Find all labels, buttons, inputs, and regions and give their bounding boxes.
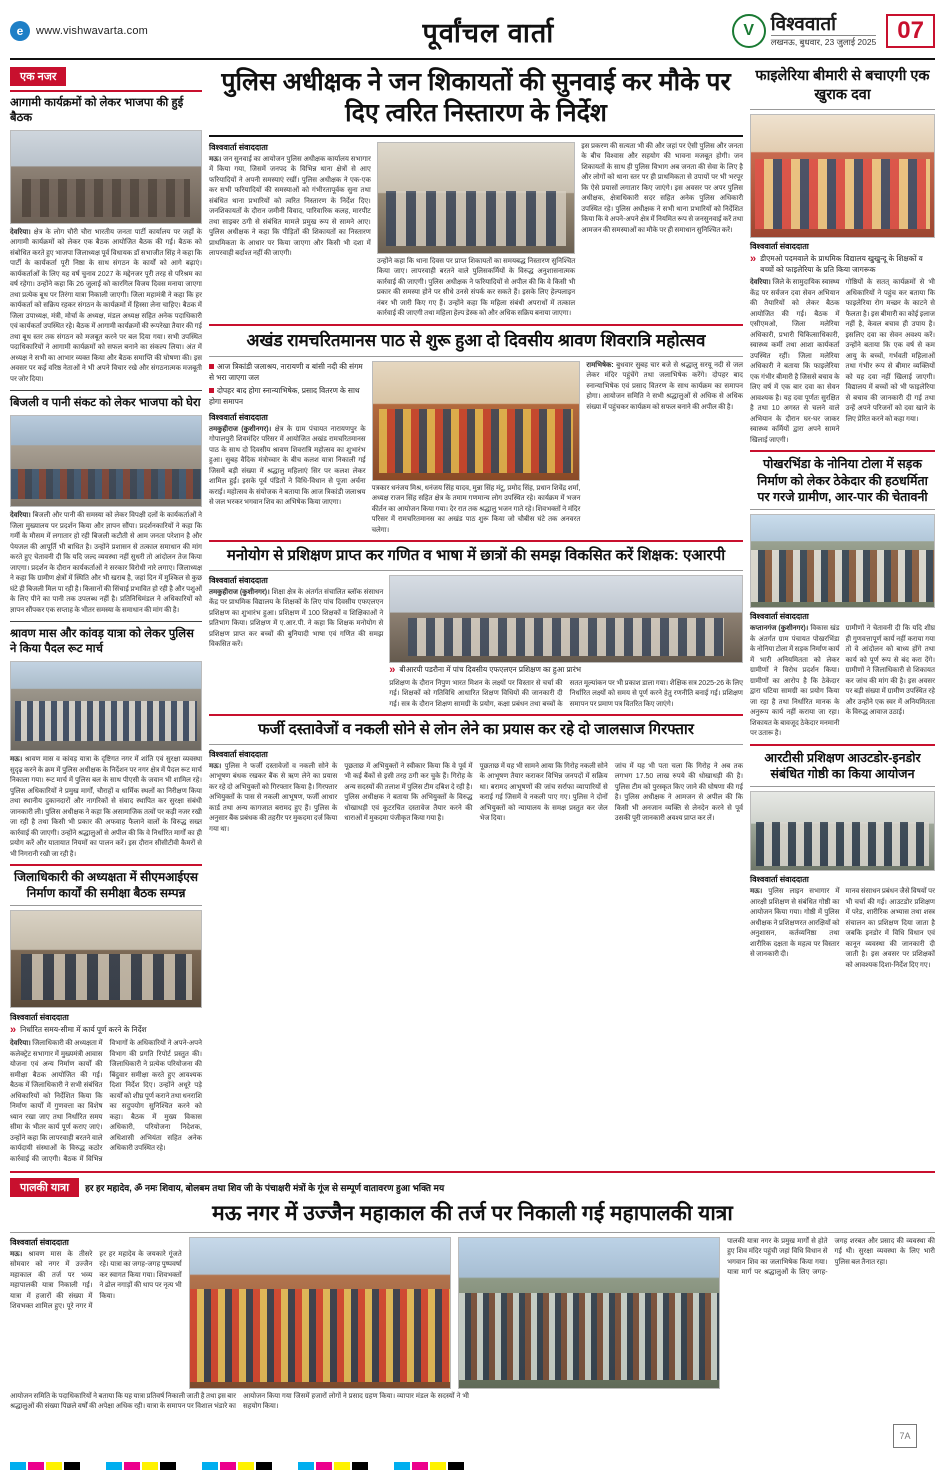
body-text: जिले के सामुदायिक स्वास्थ्य केंद्र पर सर्वजन दवा सेवन अभियान की तैयारियों को लेकर बैठक आयोजित की गई। बैठक में एसीएमओ, जिला मलेरिया अधिकारी, प्रभारी चिकित्साधिकारी, स्वास्थ्य कर्मी तथा आशा कार्यकर्ता उपस्थित रहीं। जिला मलेरिया अधिकारी ने बताया कि फाइलेरिया एक गंभीर बीमारी है जिससे बचाव के लिए वर्ष में एक बार दवा का सेवन आवश्यक है। यह दवा पूर्णतः सुरक्षित है तथा 10 अगस्त से चलने वाले अभियान के दौरान घर-घर जाकर स्वास्थ्य कर्मियों द्वारा अपने सामने खिलाई जाएगी। — [750, 279, 840, 444]
photo-sp-hearing — [377, 142, 575, 254]
byline: विश्ववार्ता संवाददाता — [750, 241, 809, 251]
manas-text-1 — [209, 425, 366, 509]
divider — [209, 570, 743, 571]
cmyk-magenta — [28, 1462, 44, 1470]
body-text: पुलिस लाइन सभागार में आरक्षी प्रशिक्षण से संबंधित गोष्ठी का आयोजन किया गया। गोष्ठी में पुलिस अधीक्षक ने प्रशिक्षणरत आरक्षियों को अनुशासन, कर्तव्यनिष्ठा तथा शारीरिक दक्षता के महत्व पर विस्तार से जानकारी दी। — [750, 888, 840, 959]
bullet-text: आज त्रिकांडी जलाश्रय, नारायणी व बांसी नदी की संगम से भरा जाएगा जल — [209, 361, 363, 382]
lead-col-3 — [581, 142, 743, 320]
body-text: जन सुनवाई का आयोजन पुलिस अधीक्षक कार्यालय सभागार में किया गया, जिसमें जनपद के विभिन्न थाना क्षेत्रों से आए फरियादियों ने अपनी समस्याएं रखीं। पुलिस अधीक्षक ने एक-एक कर सभी फरियादियों की समस्याओं को गंभीरतापूर्वक सुना तथा संबंधित थाना प्रभारियों को त्वरित निस्तारण के निर्देश दिए। जनशिकायतों के दौरान जमीनी विवाद, पारिवारिक कलह, मारपीट तथा साइबर ठगी से संबंधित मामले प्रमुख रूप से सामने आए। पुलिस अधीक्षक ने कहा कि पीड़ितों की शिकायतों का निस्तारण प्राथमिकता के आधार पर किया जाएगा और किसी भी दशा में लापरवाही बर्दाश्त नहीं की जाएगी। — [209, 155, 371, 257]
palki-body — [10, 1237, 935, 1389]
cmyk-cyan — [298, 1462, 314, 1470]
story-manas — [209, 361, 743, 537]
arp-col-1 — [209, 575, 383, 711]
cmyk-strip — [10, 1462, 464, 1470]
palki-photo-2-wrap — [458, 1237, 720, 1389]
manas-col-2 — [372, 361, 581, 537]
two-up-row — [209, 546, 743, 710]
dateline: कप्तानगंज (कुशीनगर)। — [750, 625, 809, 633]
body-text: बिजली और पानी की समस्या को लेकर विपक्षी दलों के कार्यकर्ताओं ने जिला मुख्यालय पर प्रदर्शन किया और ज्ञापन सौंपा। प्रदर्शनकारियों ने कहा कि गर्मी के मौसम में लगातार हो रही बिजली कटौती से आम जनता परेशान है और पेयजल की आपूर्ति भी बाधित है। उन्होंने प्रशासन से तत्काल समाधान की मांग करते हुए चेतावनी दी कि यदि जल्द व्यवस्था नहीं सुधरी तो आंदोलन तेज किया जाएगा। प्रदर्शन के दौरान कार्यकर्ताओं ने सरकार विरोधी नारे लगाए। जिलाध्यक्ष ने कहा कि ग्रामीण क्षेत्रों में स्थिति और भी खराब है, जहां दिन में मुश्किल से कुछ घंटे ही बिजली मिल पा रही है। किसानों की सिंचाई प्रभावित हो रही है और पशुओं के लिए पीने का पानी तक उपलब्ध नहीं है। प्रतिनिधिमंडल ने अधिकारियों को ज्ञापन सौंपकर एक सप्ताह के भीतर समस्या के समाधान की मांग की है। — [10, 512, 202, 614]
dateline: तमकुहीराज (कुशीनगर)। — [209, 588, 270, 596]
divider — [209, 540, 743, 542]
section-title: पूर्वांचल वार्ता — [422, 17, 555, 48]
photo-rtc-seminar — [750, 791, 935, 871]
lead-text-2: उन्होंने कहा कि थाना दिवस पर प्राप्त शिकायतों का समयबद्ध निस्तारण सुनिश्चित किया जाए। लापरवाही बरतने वाले पुलिसकर्मियों के विरुद्ध अनुशासनात्मक कार्रवाई की जाएगी। पुलिस अधीक्षक ने फरियादियों से अपील की कि वे किसी भी प्रकार की समस्या होने पर सीधे उनसे संपर्क कर सकते हैं। इसके लिए हेल्पलाइन नंबर भी जारी किए गए हैं। उन्होंने कहा कि महिला संबंधी अपराधों में तत्काल कार्रवाई की जाएगी तथा महिला हेल्प डेस्क को और अधिक सक्रिय बनाया जाएगा। — [376, 257, 576, 317]
divider — [10, 1232, 935, 1233]
story-headline-manas: अखंड रामचरितमानस पाठ से शुरू हुआ दो दिवसीय श्रावण शिवरात्रि महोत्सव — [246, 330, 706, 350]
story-headline-rtc: आरटीसी प्रशिक्षण आउटडोर-इनडोर संबंधित गोष्ठी का किया आयोजन — [764, 750, 921, 781]
body-text: पालकी यात्रा नगर के प्रमुख मार्गों से होते हुए शिव मंदिर पहुंची जहां विधि विधान से भगवान शिव का जलाभिषेक किया गया। यात्रा मार्ग पर श्रद्धालुओं के लिए जगह-जगह शरबत और प्रसाद की व्यवस्था की गई थी। सुरक्षा व्यवस्था के लिए भारी पुलिस बल तैनात रहा। — [727, 1237, 935, 1277]
divider — [209, 356, 743, 357]
divider — [10, 621, 202, 622]
story-headline-bjp-meeting: आगामी कार्यक्रमों को लेकर भाजपा की हुई बैठक — [10, 97, 184, 124]
palki-col-text2 — [727, 1237, 935, 1389]
arp-body — [209, 575, 743, 711]
fake-text-1 — [209, 762, 337, 836]
rtc-cols — [750, 887, 935, 971]
divider — [10, 1171, 935, 1173]
dateline: देवरिया। — [10, 512, 31, 520]
dateline: देवरिया। — [750, 279, 771, 287]
manas-text-2: पत्रकार धनंजय मिश्र, धनंजय सिंह यादव, मुन्ना सिंह मंटू, प्रमोद सिंह, प्रधान शिवेंद्र शर्मा, अध्यक्ष राजन सिंह सहित क्षेत्र के तमाम गणमान्य लोग उपस्थित रहे। कार्यक्रम में भजन कीर्तन का आयोजन किया गया। देर रात तक श्रद्धालु भजन गाते रहे। शिवभक्तों ने मंदिर परिसर में रामचरितमानस का अखंड पाठ शुरू किया जो चौबीस घंटे तक अनवरत चलेगा। — [371, 484, 581, 534]
byline: विश्ववार्ता संवाददाता — [10, 1013, 69, 1023]
body-text: क्षेत्र के लोग चौरी चौरा भारतीय जनता पार्टी कार्यालय पर जहाँ के आगामी कार्यक्रमों को लेकर एक बैठक आयोजित बैठक की गई। बैठक को संबोधित करते हुए भाजपा जिलाध्यक्ष पूर्व विधायक डॉ सभाजीत सिंह ने कहा कि पार्टी के कार्यकर्ता पूरी निष्ठा के साथ संगठन के कार्यों को आगे बढ़ाएं। कार्यकर्ताओं के लिए यह वर्ष चुनाव 2027 के मद्देनजर पूरी तरह से परिश्रम का वर्ष रहेगा। उन्होंने कहा कि 26 जुलाई को कारगिल विजय दिवस मनाया जाएगा तथा प्रत्येक बूथ पर तिरंगा यात्रा निकाली जाएगी। जिला महामंत्री ने कहा कि हर कार्यकर्ता को सक्रिय रहकर संगठन के कार्यक्रमों में हिस्सा लेना चाहिए। बैठक में जिला उपाध्यक्ष, मंत्री, मोर्चा के अध्यक्ष, मंडल अध्यक्ष सहित अनेक पदाधिकारी एवं कार्यकर्ता उपस्थित रहे। बैठक में आगामी कार्यक्रमों की रूपरेखा तैयार की गई तथा बूथ स्तर तक संगठन को मजबूत करने पर बल दिया गया। सभी उपस्थित पदाधिकारियों ने आगामी कार्यक्रमों को सफल बनाने का संकल्प लिया। अंत में अध्यक्ष ने सभी का आभार व्यक्त किया और बैठक समाप्ति की घोषणा की। इस अवसर पर कई वरिष्ठ नेताओं ने भी अपने विचार रखे और संगठनात्मक मजबूती पर जोर दिया। — [10, 228, 202, 383]
filaria-cols — [750, 278, 935, 446]
cmyk-cyan — [202, 1462, 218, 1470]
divider — [750, 109, 935, 110]
story-headline-fake-docs: फर्जी दस्तावेजों व नकली सोने से लोन लेने का प्रयास कर रहे दो जालसाज गिरफ्तार — [258, 721, 694, 739]
palki-text-2 — [727, 1237, 935, 1279]
story-headline-dm-review: जिलाधिकारी की अध्यक्षता में सीएमआईएस निर्माण कार्यों की समीक्षा बैठक सम्पन्न — [13, 870, 199, 900]
divider — [10, 90, 202, 92]
note-text: निर्धारित समय-सीमा में कार्य पूर्ण करने के निर्देश — [20, 1025, 147, 1035]
right-column — [750, 67, 935, 1165]
cmyk-yellow — [238, 1462, 254, 1470]
cmyk-group — [10, 1462, 464, 1470]
story-body-dm-review — [10, 1039, 202, 1165]
body-text: क्षेत्र के ग्राम पंचायत नारायणपुर के गोपालपुरी शिवमंदिर परिसर में आयोजित अखंड रामचरितमानस पाठ के साथ दो दिवसीय श्रावण शिवरात्रि महोत्सव का शुभारंभ हुआ। सुबह वैदिक मंत्रोच्चार के बीच कलश यात्रा निकाली गई जिसमें बड़ी संख्या में श्रद्धालु महिलाएं सिर पर कलश लेकर शामिल हुईं। इसके पूर्व पंडितों ने विधि-विधान से पूजा अर्चना कराई। महोत्सव के संयोजक ने बताया कि आज त्रिकांडी जलाश्रय से जल भरकर भगवान शिव का अभिषेक किया जाएगा। — [209, 425, 366, 507]
cmyk-yellow — [334, 1462, 350, 1470]
photo-route-march — [10, 661, 202, 751]
photo-palki-yatra-2 — [458, 1237, 720, 1389]
photo-dm-review-meeting — [10, 910, 202, 1008]
highlight-note-dm-review — [10, 1025, 202, 1036]
cmyk-cyan — [394, 1462, 410, 1470]
fake-text-3: पूछताछ में यह भी सामने आया कि गिरोह नकली सोने के आभूषण तैयार कराकर विभिन्न जनपदों में सक्रिय था। बरामद आभूषणों की जांच सर्राफा व्यापारियों से कराई गई जिसमें वे नकली पाए गए। पुलिस ने दोनों अभियुक्तों को न्यायालय के समक्ष प्रस्तुत कर जेल भेज दिया। — [479, 762, 608, 823]
divider — [750, 786, 935, 787]
photo-power-water-protest — [10, 415, 202, 507]
story-headline-palki: मऊ नगर में उज्जैन महाकाल की तर्ज पर निकाली गई महापालकी यात्रा — [212, 1202, 733, 1226]
story-headline-road: पोखरभिंडा के नोनिया टोला में सड़क निर्माण को लेकर ठेकेदार की हठधर्मिता पर गरजे ग्रामीण, आर-पार की चेतावनी — [757, 457, 928, 504]
cmyk-magenta — [412, 1462, 428, 1470]
dateline: देवरिया। — [10, 228, 31, 236]
road-cols — [750, 624, 935, 740]
photo-fln-training — [389, 575, 743, 663]
kicker-word: रामभिषेक: — [586, 361, 614, 369]
story-headline-arp: मनोयोग से प्रशिक्षण प्राप्त कर गणित व भाषा में छात्रों की समझ विकसित करें शिक्षक: एआरपी — [226, 547, 726, 565]
lead-col-2 — [377, 142, 575, 320]
dateline: मऊ। — [750, 888, 763, 896]
cmyk-black — [160, 1462, 176, 1470]
lead-headline: पुलिस अधीक्षक ने जन शिकायतों की सुनवाई कर मौके पर दिए त्वरित निस्तारण के निर्देश — [209, 67, 743, 137]
byline: विश्ववार्ता संवाददाता — [750, 612, 809, 622]
divider — [209, 744, 743, 745]
cmyk-cyan — [106, 1462, 122, 1470]
arrow-icon: » — [389, 663, 396, 676]
lead-text-1 — [209, 155, 371, 260]
manas-col-1 — [209, 361, 366, 537]
photo-caption-fln — [389, 665, 743, 676]
palki-section — [10, 1171, 935, 1412]
cmyk-magenta — [316, 1462, 332, 1470]
dateline: तमकुहीराज (कुशीनगर)। — [209, 425, 272, 433]
body-text: विकास खंड के अंतर्गत ग्राम पंचायत पोखरभिंडा के नोनिया टोला में सड़क निर्माण कार्य में भारी अनियमितता को लेकर ग्रामीणों ने विरोध प्रदर्शन किया। ग्रामीणों का आरोप है कि ठेकेदार द्वारा घटिया सामग्री का प्रयोग किया जा रहा है तथा निर्धारित मानक के अनुरूप कार्य नहीं कराया जा रहा। शिकायत के बावजूद ठेकेदार मनमानी पर उतारू है। — [750, 625, 840, 738]
globe-icon: e — [10, 21, 30, 41]
manas-bullets — [209, 361, 366, 408]
story-headline-power-water: बिजली व पानी संकट को लेकर भाजपा को घेरा — [10, 397, 201, 410]
logo-mark-icon: V — [732, 14, 766, 48]
story-fake-body — [209, 749, 743, 836]
cmyk-yellow — [430, 1462, 446, 1470]
note-text: डीएमओ पदमवाले के प्राथमिक विद्यालय खुखुन्दू के शिक्षकों व बच्चों को फाइलेरिया के प्रति किया जागरूक — [760, 253, 923, 274]
left-column — [10, 67, 202, 1165]
byline: विश्ववार्ता संवाददाता — [209, 142, 268, 152]
body-text: जिलाधिकारी की अध्यक्षता में कलेक्ट्रेट सभागार में मुख्यमंत्री आवास योजना एवं अन्य निर्माण कार्यों की समीक्षा बैठक आयोजित की गई। बैठक में जिलाधिकारी ने सभी संबंधित अधिकारियों को निर्देशित किया कि निर्माण कार्यों में गुणवत्ता का विशेष ध्यान रखा जाए तथा निर्धारित समय सीमा के भीतर कार्य पूर्ण कराए जाएं। उन्होंने कहा कि लापरवाही बरतने वाले कार्यदायी संस्थाओं के विरुद्ध कठोर कार्रवाई की जाएगी। बैठक में विभिन्न विभागों के अधिकारियों ने अपने-अपने विभाग की प्रगति रिपोर्ट प्रस्तुत की। जिलाधिकारी ने प्रत्येक परियोजना की बिंदुवार समीक्षा करते हुए आवश्यक दिशा निर्देश दिए। उन्होंने अधूरे पड़े कार्यों को शीघ्र पूर्ण कराने तथा धनराशि का सदुपयोग सुनिश्चित करने को कहा। बैठक में मुख्य विकास अधिकारी, परियोजना निदेशक, अधिशासी अभियंता सहित अनेक अधिकारी उपस्थित रहे। — [10, 1040, 202, 1163]
arp-text-2: प्रशिक्षण के दौरान निपुण भारत मिशन के लक्ष्यों पर विस्तार से चर्चा की गई। शिक्षकों को गतिविधि आधारित शिक्षण विधियों की जानकारी दी गई। सत्र के दौरान शिक्षण सामग्री के प्रयोग, कक्षा प्रबंधन तथा बच्चों के सतत मूल्यांकन पर भी प्रकाश डाला गया। शैक्षिक सत्र 2025-26 के लिए निर्धारित लक्ष्यों को समय से पूर्ण करने हेतु रणनीति बनाई गई। प्रशिक्षण समापन पर प्रमाण पत्र वितरित किए जाएंगे। — [389, 679, 743, 708]
story-headline-route-march: श्रावण मास और कांवड़ यात्रा को लेकर पुलिस ने किया पैदल रूट मार्च — [10, 628, 194, 656]
fake-cols — [209, 762, 743, 836]
cmyk-magenta — [124, 1462, 140, 1470]
byline: विश्ववार्ता संवाददाता — [10, 1237, 69, 1247]
caption-text: बीआरपी पडरौना में पांच दिवसीय एफएलएन प्रशिक्षण का हुआ प्रारंभ — [399, 664, 582, 674]
filaria-text-2: गोष्ठियों के सतत् कार्यक्रमों से भी अधिकारियों ने पहुंच कर बताया कि फाइलेरिया रोग मच्छर के काटने से फैलता है। इस बीमारी का कोई इलाज नहीं है, केवल बचाव ही उपाय है। इसलिए दवा का सेवन अवश्य करें। उन्होंने बताया कि एक वर्ष से कम आयु के बच्चों, गर्भवती महिलाओं तथा गंभीर रूप से बीमार व्यक्तियों को यह दवा नहीं खिलाई जाएगी। विद्यालय में बच्चों को भी फाइलेरिया से बचाव की जानकारी दी गई तथा उन्हें अपने परिजनों को दवा खाने के लिए प्रेरित करने को कहा गया। — [845, 279, 935, 423]
list-item — [209, 385, 366, 408]
divider — [750, 744, 935, 746]
fake-text-4: जांच में यह भी पता चला कि गिरोह ने अब तक लगभग 17.50 लाख रुपये की धोखाधड़ी की है। पुलिस टीम को पुरस्कृत किए जाने की घोषणा की गई है। पुलिस अधीक्षक ने आमजन से अपील की कि किसी भी अनजान व्यक्ति से लेनदेन करने से पूर्व उसकी पूरी जानकारी अवश्य प्राप्त कर लें। — [614, 762, 743, 823]
divider — [750, 450, 935, 452]
dateline: मऊ। — [209, 762, 222, 770]
cmyk-black — [256, 1462, 272, 1470]
edition-date: लखनऊ, बुधवार, 23 जुलाई 2025 — [770, 36, 877, 47]
divider — [209, 714, 743, 716]
palki-photo-1-wrap — [189, 1237, 451, 1389]
masthead — [10, 8, 935, 60]
eknazar-tag: एक नजर — [10, 67, 66, 86]
palki-text-3: आयोजन समिति के पदाधिकारियों ने बताया कि यह यात्रा प्रतिवर्ष निकाली जाती है तथा इस बार श्रद्धालुओं की संख्या पिछले वर्षों की अपेक्षा अधिक रही। यात्रा के समापन पर विशाल भंडारे का आयोजन किया गया जिसमें हजारों लोगों ने प्रसाद ग्रहण किया। व्यापार मंडल के सदस्यों ने भी सहयोग किया। — [10, 1392, 469, 1411]
body-text: बुधवार सुबह चार बजे से श्रद्धालु सरयू नदी से जल लेकर मंदिर पहुंचेंगे तथा जलाभिषेक करेंगे। दोपहर बाद स्नान्याभिषेक एवं प्रसाद वितरण के साथ कार्यक्रम का समापन होगा। आयोजन समिति ने सभी श्रद्धालुओं से अधिक से अधिक संख्या में पहुंचकर कार्यक्रम को सफल बनाने की अपील की है। — [586, 361, 743, 411]
photo-bjp-meeting — [10, 130, 202, 224]
lead-story — [209, 142, 743, 320]
body-text: शिक्षा क्षेत्र के अंतर्गत संचालित ब्लॉक संसाधन केंद्र पर प्राथमिक विद्यालय के शिक्षकों के लिए पांच दिवसीय एफएलएन प्रशिक्षण का शुभारंभ हुआ। प्रशिक्षण में 100 शिक्षकों व शिक्षिकाओं ने प्रतिभाग किया। प्रशिक्षण में ए.आर.पी. ने कहा कि शिक्षक मनोयोग से प्रशिक्षण प्राप्त कर बच्चों की बुनियादी भाषा एवं गणित की समझ विकसित करें। — [209, 588, 384, 649]
eknazar-banner — [10, 67, 202, 86]
cmyk-black — [352, 1462, 368, 1470]
list-item — [209, 361, 366, 384]
cmyk-magenta — [220, 1462, 236, 1470]
page-body — [10, 67, 935, 1165]
masthead-left — [10, 21, 245, 41]
dateline: मऊ। — [209, 155, 222, 163]
cmyk-yellow — [46, 1462, 62, 1470]
byline: विश्ववार्ता संवाददाता — [209, 412, 268, 422]
lead-col-1 — [209, 142, 371, 320]
divider — [10, 905, 202, 906]
body-text: पुलिस ने फर्जी दस्तावेजों व नकली सोने के आभूषण बंधक रखकर बैंक से ऋण लेने का प्रयास कर रहे दो अभियुक्तों को गिरफ्तार किया है। गिरफ्तार अभियुक्तों के पास से नकली आभूषण, फर्जी आधार कार्ड तथा अन्य कागजात बरामद हुए हैं। पुलिस के अनुसार बैंक प्रबंधक की तहरीर पर मुकदमा दर्ज किया गया था। — [209, 762, 338, 833]
filaria-text-1 — [750, 278, 840, 446]
story-body-power-water — [10, 511, 202, 616]
main-column — [209, 67, 743, 1165]
body-text: श्रावण मास व कांवड़ यात्रा के दृष्टिगत नगर में शांति एवं सुरक्षा व्यवस्था सुदृढ़ करने के क्रम में पुलिस अधीक्षक के निर्देशन पर नगर क्षेत्र में पैदल रूट मार्च निकाला गया। रूट मार्च में पुलिस बल के साथ पीएसी के जवान भी शामिल रहे। पुलिस अधिकारियों ने प्रमुख मार्गों, चौराहों व धार्मिक स्थलों का निरीक्षण किया तथा स्थानीय दुकानदारों और नागरिकों से संवाद स्थापित कर सुरक्षा संबंधी जानकारी ली। पुलिस अधीक्षक ने कहा कि असामाजिक तत्वों पर कड़ी नजर रखी जा रही है तथा किसी भी प्रकार की अफवाह फैलाने वालों के विरुद्ध सख्त कार्रवाई की जाएगी। उन्होंने श्रद्धालुओं से अपील की कि वे निर्धारित मार्गों का ही प्रयोग करें और यातायात नियमों का पालन करें। इस दौरान सीसीटीवी कैमरों से भी निगरानी रखी जा रही है। — [10, 756, 203, 858]
cmyk-black — [448, 1462, 464, 1470]
palki-col-text1 — [10, 1237, 182, 1389]
website-url[interactable]: www.vishwavarta.com — [36, 25, 148, 37]
story-body-route-march — [10, 755, 202, 860]
byline: विश्ववार्ता संवाददाता — [209, 575, 268, 585]
photo-filaria-awareness — [750, 114, 935, 238]
story-body-bjp-meeting — [10, 228, 202, 386]
dateline: देवरिया। — [10, 1040, 31, 1048]
arp-col-2 — [389, 575, 743, 711]
arrow-icon: » — [750, 252, 757, 265]
page-number: 07 — [886, 14, 935, 48]
arp-text-1 — [209, 588, 383, 651]
byline: विश्ववार्ता संवाददाता — [750, 875, 809, 885]
cmyk-yellow — [142, 1462, 158, 1470]
photo-villagers-protest — [750, 514, 935, 608]
cmyk-cyan — [10, 1462, 26, 1470]
page-watermark-icon: 7A — [893, 1424, 917, 1448]
masthead-right — [732, 14, 935, 48]
story-arp — [209, 546, 743, 710]
dateline: मऊ। — [10, 1250, 23, 1258]
masthead-center — [245, 13, 732, 50]
manas-text-3 — [586, 361, 743, 414]
publication-logo — [732, 14, 877, 48]
road-text-1 — [750, 624, 840, 740]
arrow-icon: » — [10, 1024, 17, 1037]
dateline: मऊ। — [10, 756, 23, 764]
byline: विश्ववार्ता संवाददाता — [209, 749, 268, 759]
palki-text-1 — [10, 1250, 182, 1313]
bullet-text: दोपहर बाद होगा स्नान्याभिषेक, प्रसाद वितरण के साथ होगा समापन — [209, 386, 360, 407]
story-headline-filaria: फाइलेरिया बीमारी से बचाएगी एक खुराक दवा — [755, 68, 930, 103]
bullet-icon — [209, 364, 214, 369]
rtc-text-2: मानव संसाधन प्रबंधन जैसे विषयों पर भी चर्चा की गई। आउटडोर प्रशिक्षण में परेड, शारीरिक अभ्यास तथा शस्त्र संचालन का प्रशिक्षण दिया जाता है जबकि इनडोर में विधि विधान एवं कानून व्यवस्था की जानकारी दी जाती है। इस अवसर पर प्रशिक्षकों को आवश्यक दिशा-निर्देश दिए गए। — [845, 888, 935, 969]
manas-col-3 — [586, 361, 743, 537]
rtc-text-1 — [750, 887, 840, 971]
divider — [10, 390, 202, 391]
cmyk-black — [64, 1462, 80, 1470]
palki-kicker-row — [10, 1178, 935, 1197]
photo-palki-yatra-1 — [189, 1237, 451, 1389]
photo-manas-path — [372, 361, 581, 481]
bullet-icon — [209, 388, 214, 393]
logo-text: विश्ववार्ता — [770, 13, 837, 35]
divider — [10, 864, 202, 866]
divider — [750, 509, 935, 510]
fake-text-2: पूछताछ में अभियुक्तों ने स्वीकार किया कि वे पूर्व में भी कई बैंकों से इसी तरह ठगी कर चुके हैं। गिरोह के अन्य सदस्यों की तलाश में पुलिस टीम दबिश दे रही है। पुलिस अधीक्षक ने बताया कि अभियुक्तों के विरुद्ध धोखाधड़ी एवं कूटरचित दस्तावेज तैयार करने की धाराओं में मुकदमा पंजीकृत किया गया है। — [344, 762, 473, 823]
body-text: श्रावण मास के तीसरे सोमवार को नगर में उज्जैन महाकाल की तर्ज पर भव्य महापालकी यात्रा निकाली गई। यात्रा में हजारों की संख्या में शिवभक्त शामिल हुए। पूरे नगर में हर हर महादेव के जयकारे गूंजते रहे। यात्रा का जगह-जगह पुष्पवर्षा कर स्वागत किया गया। शिवभक्तों ने ढोल नगाड़ों की थाप पर नृत्य भी किया। — [10, 1250, 182, 1311]
highlight-note-filaria — [750, 254, 935, 276]
palki-tag: पालकी यात्रा — [10, 1178, 79, 1197]
palki-kicker: हर हर महादेव, ॐ नमः शिवाय, बोलबम तथा शिव जी के पंचाक्षरी मंत्रों के गूंज से सम्पूर्ण वातावरण हुआ भक्ति मय — [85, 1183, 445, 1194]
divider — [209, 324, 743, 326]
lead-text-3: इस प्रकरण की सत्यता भी की और जहां पर ऐसी पुलिस और जनता के बीच विश्वास और सहयोग की भावना मजबूत होगी। जन शिकायतों के साथ ही पुलिस विभाग अब जनता की सेवा के लिए है और लोगों को थाना स्तर पर ही प्राथमिकता से उपायों पर भी भरपूर कि ऐसे प्रयासों लगातार किए जाएंगे। इस अवसर पर अपर पुलिस अधीक्षक, क्षेत्राधिकारी सदर सहित अनेक पुलिस अधिकारी उपस्थित रहे। पुलिस अधीक्षक ने सभी थाना प्रभारियों को निर्देशित किया कि वे अपने-अपने क्षेत्र में नियमित रूप से जनसुनवाई करें तथा आमजन की समस्याओं का मौके पर ही समाधान सुनिश्चित करें। — [581, 142, 744, 234]
road-text-2: ग्रामीणों ने चेतावनी दी कि यदि शीघ्र ही गुणवत्तापूर्ण कार्य नहीं कराया गया तो वे आंदोलन को बाध्य होंगे तथा कार्य को पूर्ण रूप से बंद करा देंगे। ग्रामीणों ने जिलाधिकारी से शिकायत कर जांच की मांग की है। इस अवसर पर बड़ी संख्या में ग्रामीण उपस्थित रहे और उन्होंने एक स्वर में अनियमितता के विरुद्ध आवाज उठाई। — [845, 625, 935, 717]
